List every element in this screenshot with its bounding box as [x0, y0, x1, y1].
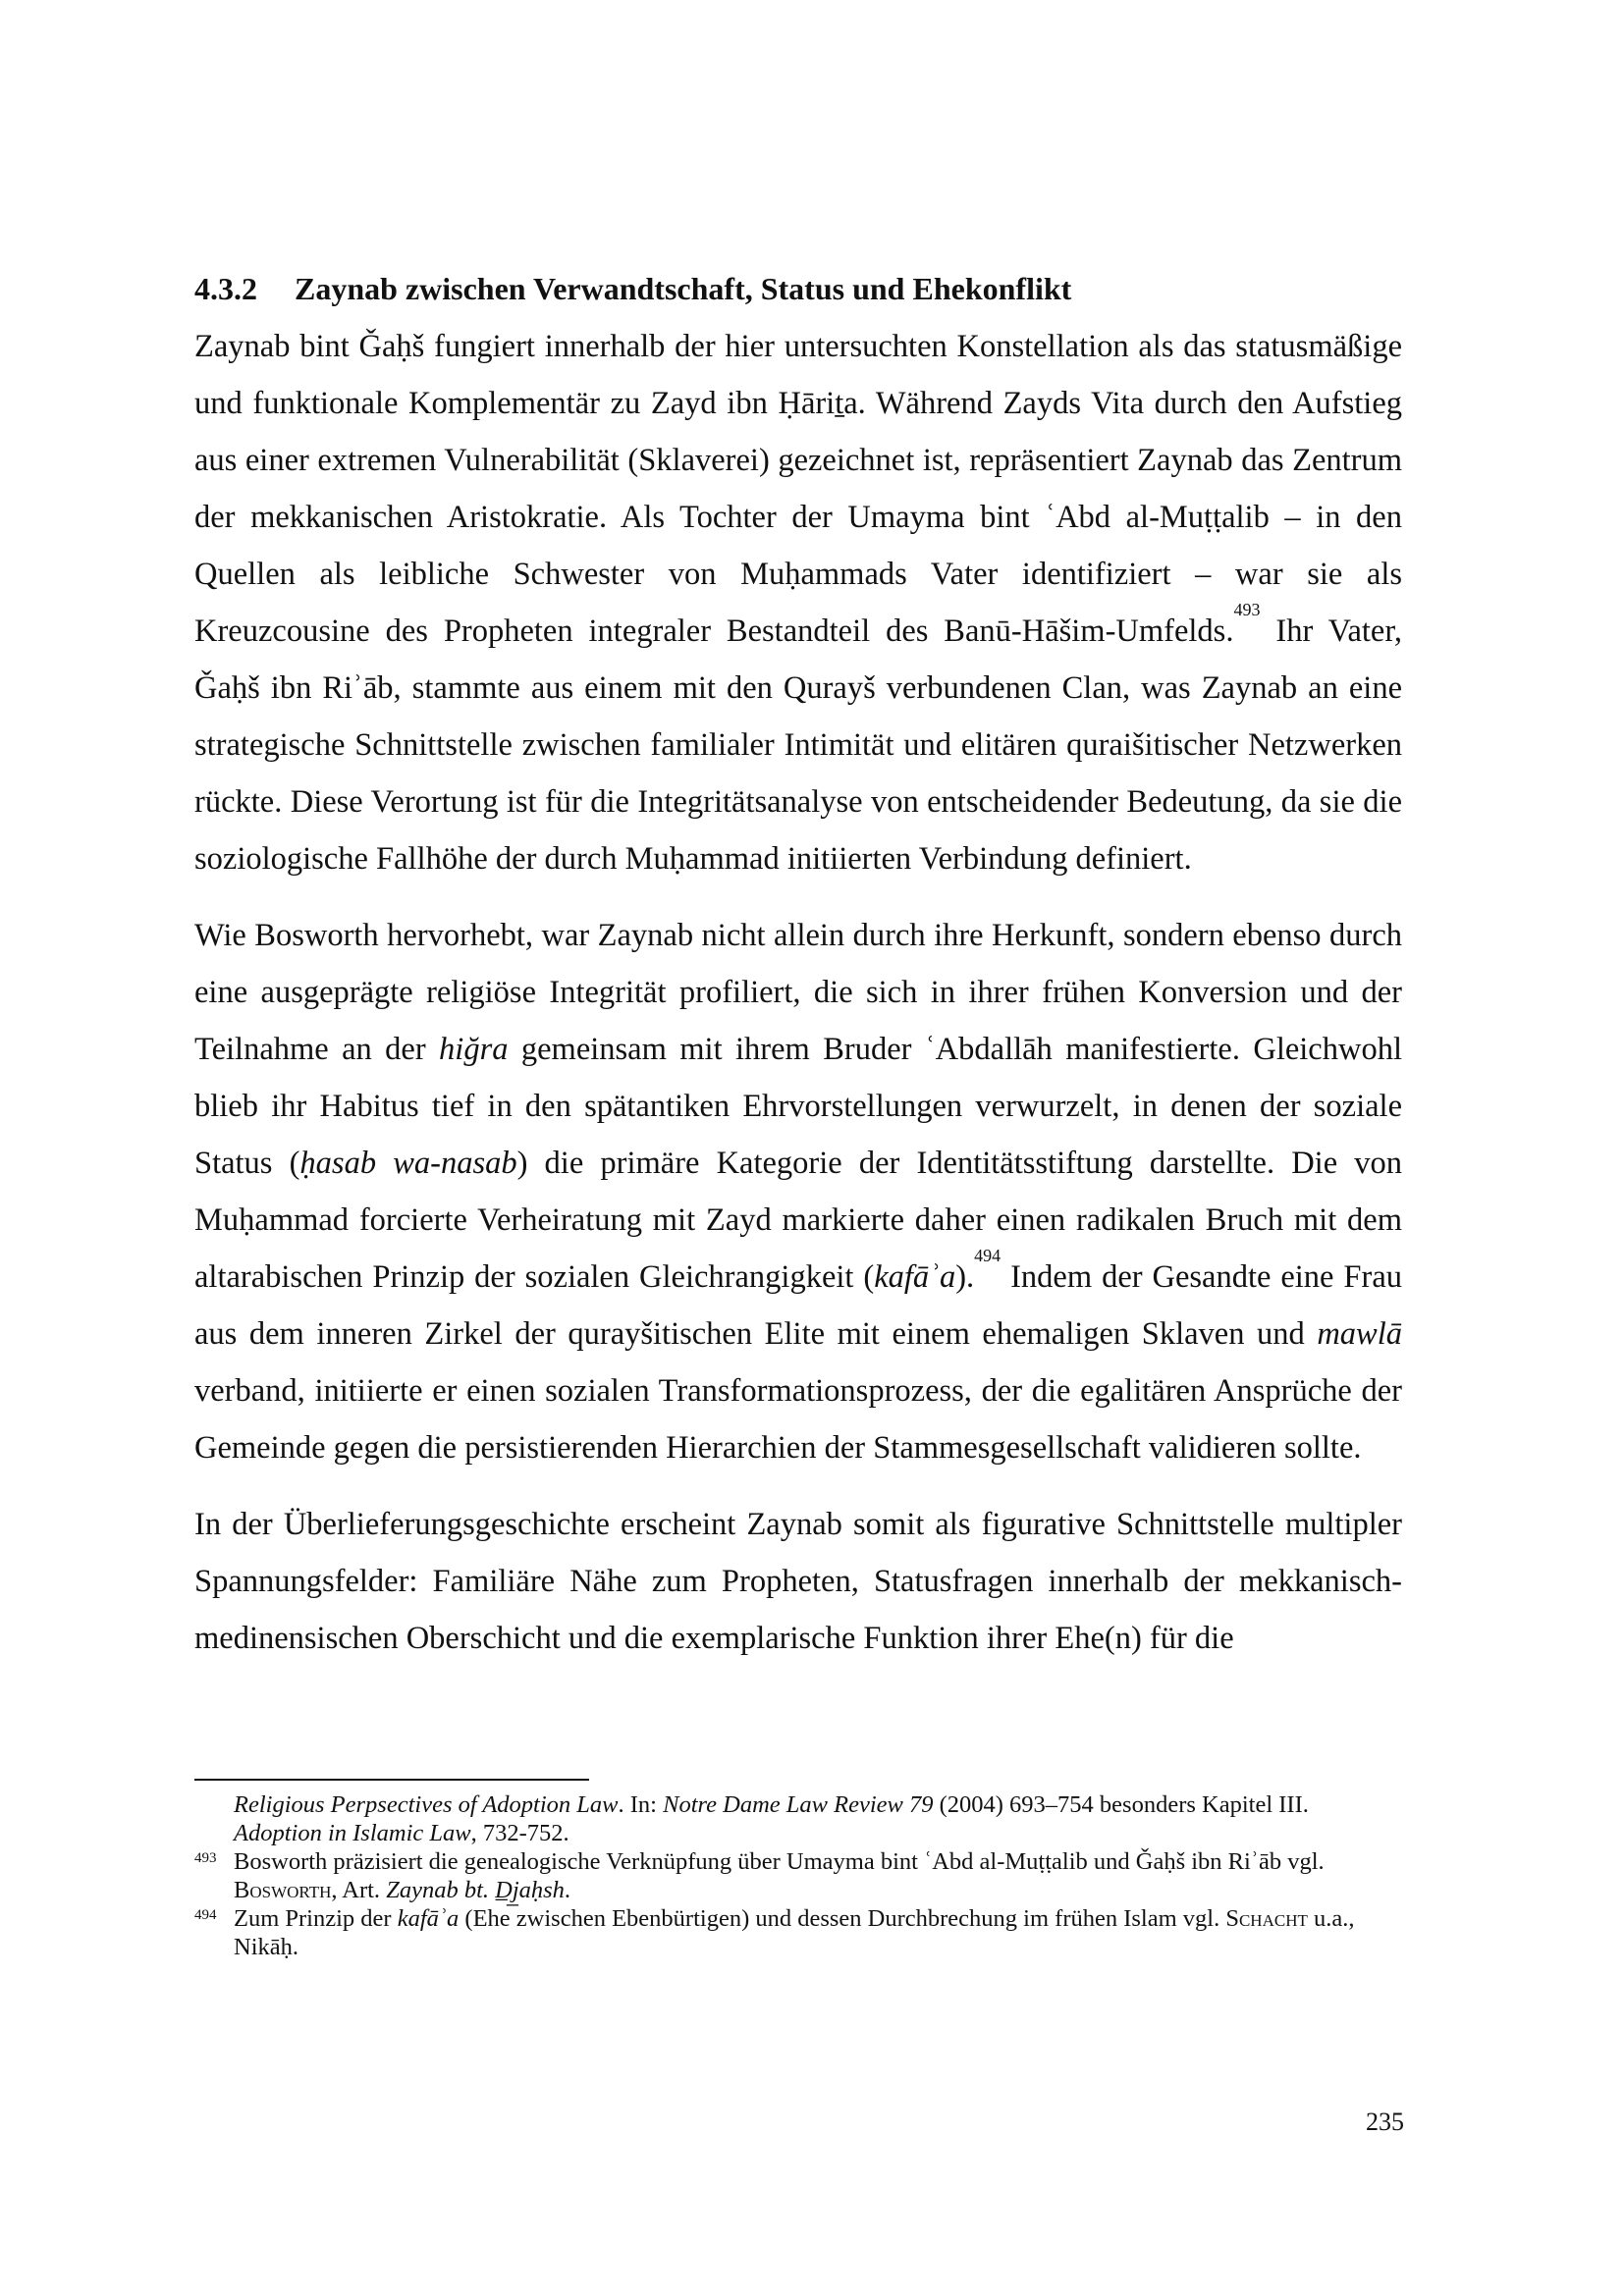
footnote-continuation — [194, 1790, 1402, 1847]
term-higra: hiğra — [439, 1032, 509, 1067]
footnote-493-author: Bosworth — [234, 1877, 332, 1903]
section-heading — [194, 269, 1412, 308]
paragraph-2-text-f: verband, initiierte er einen sozialen Transformationsprozess, der die egalitären Ansprüche der Gemeinde gegen die persistierenden Hierarchien der Stammesgesellschaft validieren sollte. — [194, 1373, 1402, 1466]
footnote-cont-text-a: . In: — [618, 1791, 664, 1818]
page-number: 235 — [1366, 2108, 1404, 2136]
term-hasab-wa-nasab: ḥasab wa-nasab — [299, 1146, 517, 1181]
footnote-separator — [194, 1779, 589, 1781]
section-title: Zaynab zwischen Verwandtschaft, Status und Ehekonflikt — [295, 271, 1072, 306]
footnote-494-text-b: (Ehe zwischen Ebenbürtigen) und dessen Durchbrechung im frühen Islam vgl. — [459, 1905, 1226, 1932]
footnote-493-text-a: Bosworth präzisiert die genealogische Verknüpfung über Umayma bint ʿAbd al-Muṭṭalib und Ǧaḥš ibn Riʾāb vgl. — [234, 1848, 1325, 1875]
footnote-cont-journal: Notre Dame Law Review 79 — [663, 1791, 934, 1818]
footnote-cont-text-b: (2004) 693–754 besonders Kapitel III. — [933, 1791, 1309, 1818]
footnote-494-term: kafāʾa — [397, 1905, 460, 1932]
paragraph-2-text-e: Indem der Gesandte eine Frau aus dem inneren Zirkel der qurayšitischen Elite mit einem ehemaligen Sklaven und — [194, 1259, 1402, 1352]
footnote-494-text-a: Zum Prinzip der — [234, 1905, 398, 1932]
footnote-ref-494[interactable]: 494 — [974, 1246, 1001, 1265]
term-kafaa: kafāʾa — [874, 1259, 956, 1295]
paragraph-3: In der Überlieferungsgeschichte erscheint Zaynab somit als figurative Schnittstelle multipler Spannungsfelder: Familiäre Nähe zum Propheten, Statusfragen innerhalb der mekkanisch-medinensischen Oberschicht und die exemplarische Funktion ihrer Ehe(n) für die — [194, 1507, 1402, 1656]
footnote-ref-493[interactable]: 493 — [1233, 600, 1261, 619]
paragraph-2 — [194, 907, 1402, 1476]
body-text — [194, 318, 1402, 1667]
footnote-cont-title: Religious Perpsectives of Adoption Law — [234, 1791, 619, 1818]
footnote-494 — [194, 1904, 1402, 1961]
footnote-493-text-b: , Art. — [331, 1877, 387, 1903]
paragraph-1-text-b: Ihr Vater, Ǧaḥš ibn Riʾāb, stammte aus einem mit den Qurayš verbundenen Clan, was Zaynab an eine strategische Schnittstelle zwischen familialer Intimität und elitären quraišitischer Netzwerken rückte. Diese Verortung ist für die Integritätsanalyse von entscheidender Bedeutung, da sie die soziologische Fallhöhe der durch Muḥammad initiierten Verbindung definiert. — [194, 614, 1402, 877]
term-mawla: mawlā — [1317, 1316, 1402, 1352]
footnote-493-article: Zaynab bt. D̲j̲aḥsh — [386, 1877, 565, 1903]
footnote-494-author: Schacht — [1225, 1905, 1308, 1932]
paragraph-2-text-c: ) die primäre Kategorie der Identitätsstiftung darstellte. Die von Muḥammad forcierte Verheiratung mit Zayd markierte daher einen radikalen Bruch mit dem altarabischen Prinzip der sozialen Gleichrangigkeit ( — [194, 1146, 1403, 1295]
footnote-cont-chapter: Adoption in Islamic Law — [234, 1820, 471, 1846]
paragraph-2-text-a: Wie Bosworth hervorhebt, war Zaynab nicht allein durch ihre Herkunft, sondern ebenso durch eine ausgeprägte religiöse Integrität profiliert, die sich in ihrer frühen Konversion und der Teilnahme an der — [194, 918, 1402, 1067]
footnote-cont-text-c: , 732-752. — [470, 1820, 569, 1846]
paragraph-1-text-a: Zaynab bint Ǧaḥš fungiert innerhalb der hier untersuchten Konstellation als das statusmäßige und funktionale Komplementär zu Zayd ibn Ḥāriṯa. Während Zayds Vita durch den Aufstieg aus einer extremen Vulnerabilität (Sklaverei) gezeichnet ist, repräsentiert Zaynab das Zentrum der mekkanischen Aristokratie. Als Tochter der Umayma bint ʿAbd al-Muṭṭalib – in den Quellen als leibliche Schwester von Muḥammads Vater identifiziert – war sie als Kreuzcousine des Propheten integraler Bestandteil des Banū-Hāšim-Umfelds. — [194, 329, 1402, 649]
paragraph-1 — [194, 318, 1402, 887]
section-number: 4.3.2 — [194, 271, 257, 306]
footnote-mark-493: 493 — [194, 1850, 217, 1866]
paragraph-2-text-d: ). — [955, 1259, 975, 1295]
footnote-494-text-c: u.a., Nikāḥ. — [234, 1905, 1355, 1960]
footnote-mark-494: 494 — [194, 1907, 217, 1923]
footnote-493 — [194, 1847, 1402, 1904]
paragraph-2-text-b: gemeinsam mit ihrem Bruder ʿAbdallāh manifestierte. Gleichwohl blieb ihr Habitus tief in den spätantiken Ehrvorstellungen verwurzelt, in denen der soziale Status ( — [194, 1032, 1402, 1181]
footnotes — [194, 1790, 1402, 1961]
footnote-493-text-c: . — [564, 1877, 571, 1903]
